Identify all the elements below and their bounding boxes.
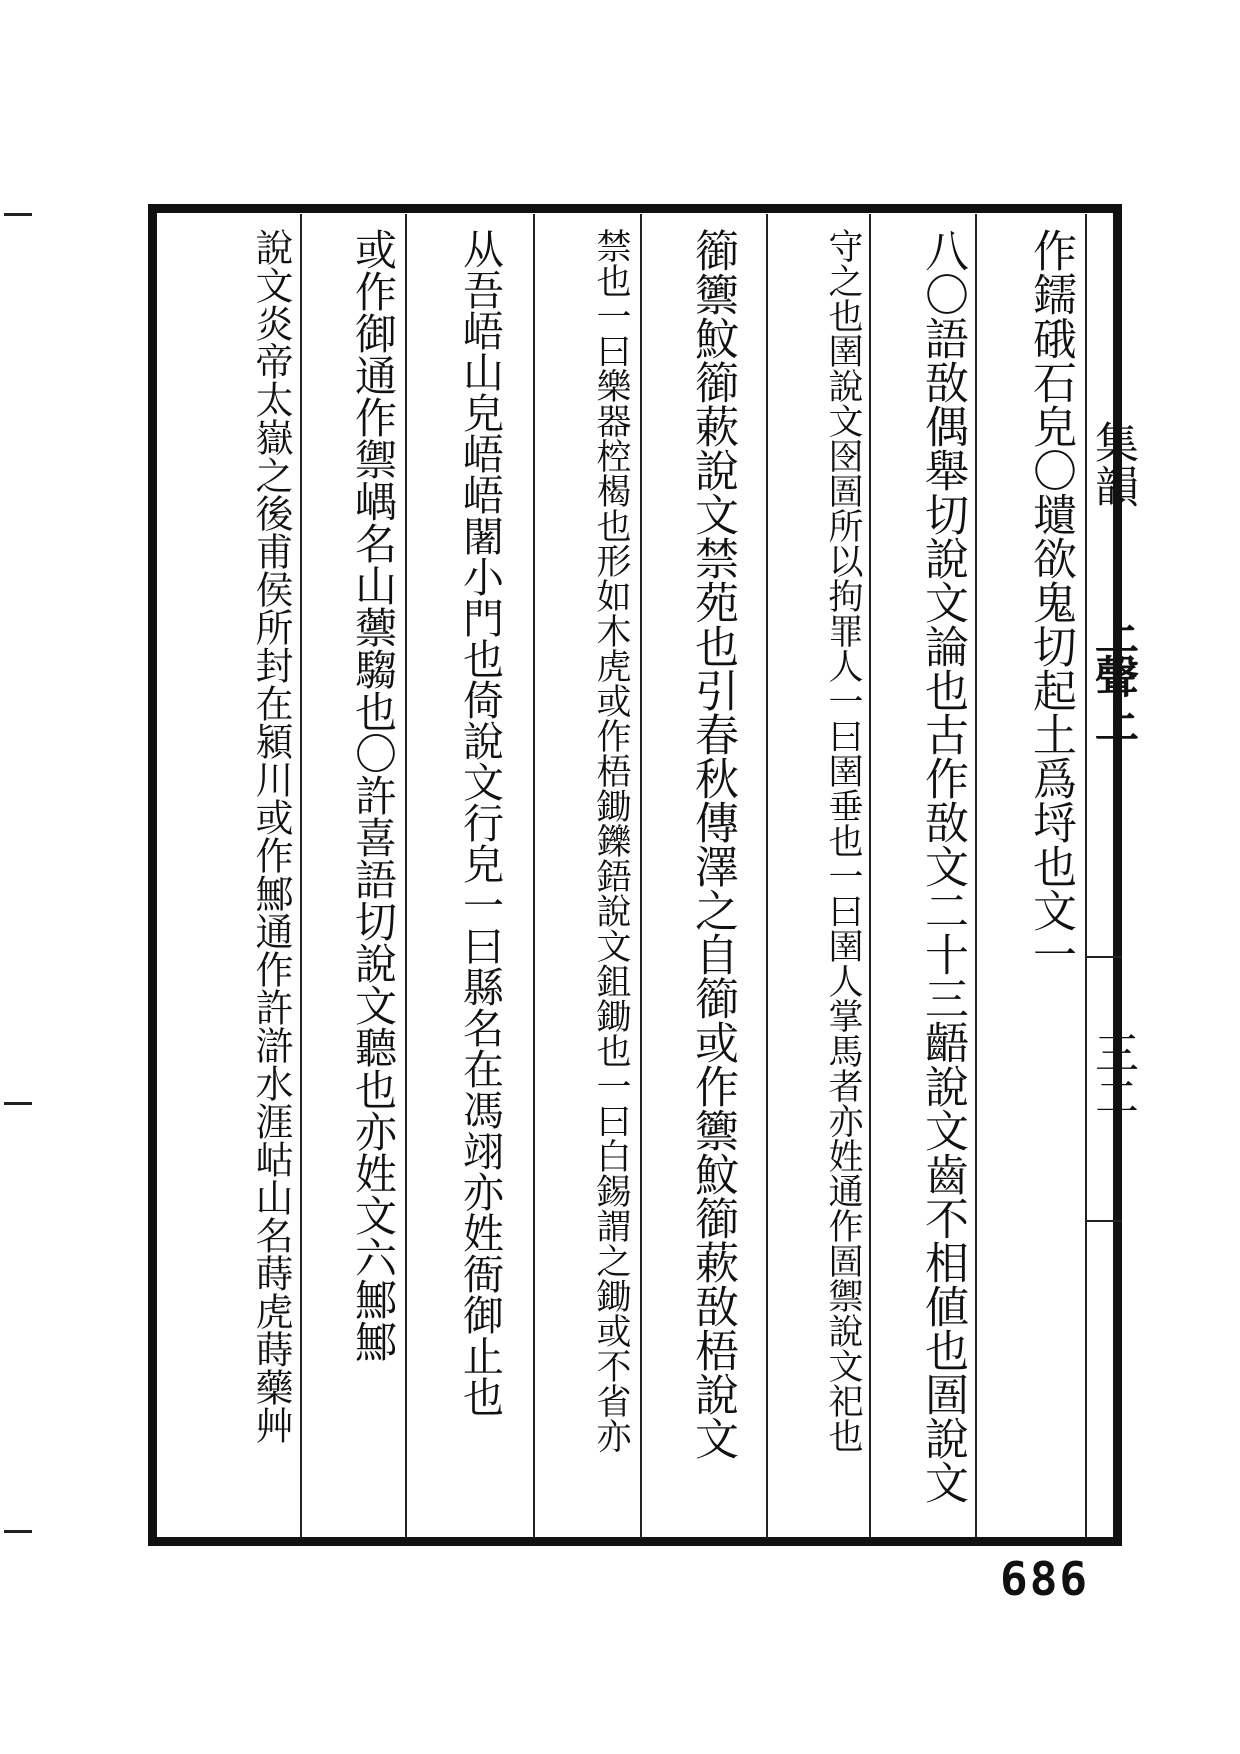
column-rule-6 [405,214,407,1538]
text-column-2: 八〇語敔偶舉切說文論也古作敔文二十三齬說文齒不相値也圄說文 [917,228,968,1504]
right-inner-border [1085,214,1087,1538]
column-rule-1 [975,214,977,1538]
text-column-3: 守之也圉說文囹圄所以拘罪人一曰圉垂也一曰圉人掌馬者亦姓通作圄禦說文祀也 [823,228,863,1453]
side-tick-2 [1085,1220,1122,1222]
edge-mark-top [4,213,32,216]
side-tick-1 [1085,956,1122,958]
column-rule-3 [766,214,768,1538]
column-rule-5 [533,214,535,1538]
text-column-8: 說文炎帝太嶽之後甫侯所封在潁川或作鄦通作許滸水涯岵山名蒔虎蒔藥艸 [249,228,293,1444]
text-column-5: 禁也一曰樂器椌楬也形如木虎或作梧鋤鑠鋙說文鉏鋤也一曰白錫謂之鋤或不省亦 [591,228,631,1453]
side-tab-book: 集韻 [1087,420,1138,508]
text-column-6: 从吾峿山皃峿峿闍小門也倚說文行皃一曰縣名在馮翊亦姓衙御止也 [456,228,504,1417]
text-column-7: 或作御通作禦嵎名山蘌騶也〇許喜語切說文聽也亦姓文六鄦鄦 [349,228,398,1362]
side-tab-page: 三二 [1087,1030,1138,1118]
side-tab-section: 上聲上 [1087,610,1138,742]
text-column-1: 作鑐硪石皃〇壝欲鬼切起土爲埒也文一 [1025,228,1076,976]
edge-mark-middle [4,1102,32,1105]
column-rule-4 [640,214,642,1538]
column-rule-2 [869,214,871,1538]
column-rule-7 [300,214,302,1538]
page-number: 686 [1000,1552,1090,1606]
text-column-4: 篽籞魰篽蔌說文禁苑也引春秋傳澤之自篽或作籞魰篽蔌敔梧說文 [687,228,738,1460]
edge-mark-bottom [4,1530,32,1533]
